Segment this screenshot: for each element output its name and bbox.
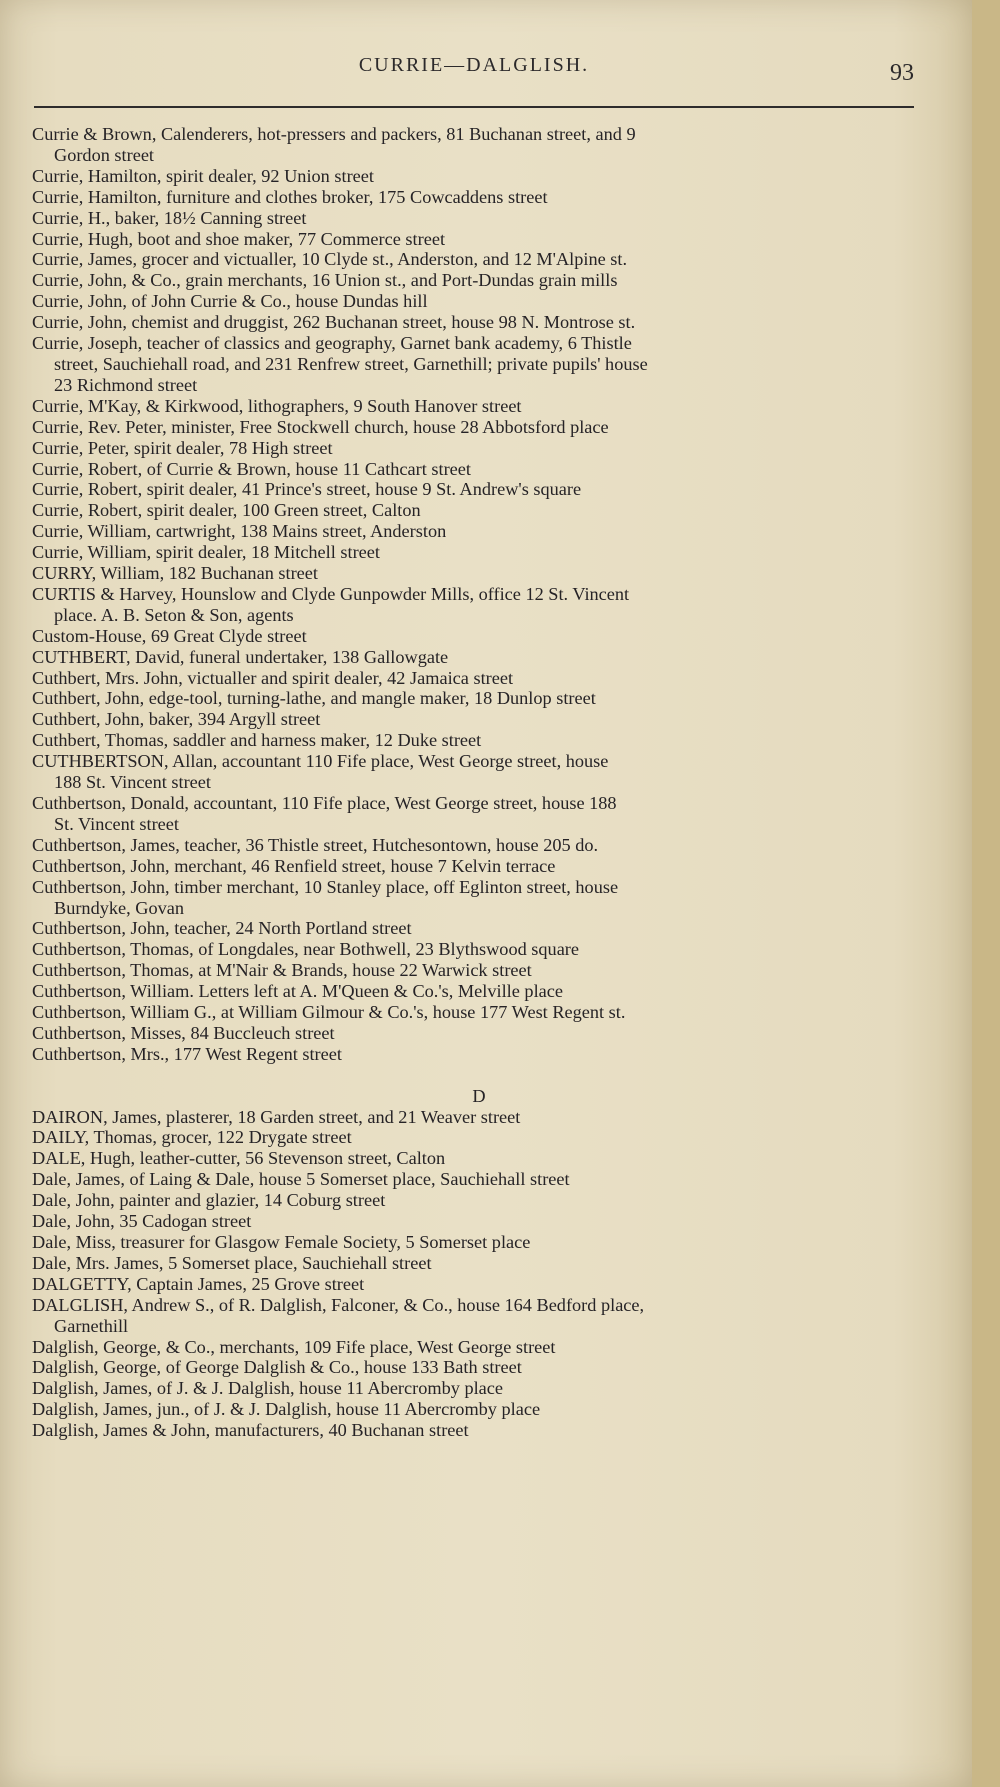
directory-entry: DALGLISH, Andrew S., of R. Dalglish, Falconer, & Co., house 164 Bedford place, xyxy=(32,1294,645,1315)
entry-continuation: 23 Richmond street xyxy=(54,374,198,395)
running-head: CURRIE—DALGLISH. xyxy=(358,54,590,76)
directory-entry: CUTHBERT, David, funeral undertaker, 138 Gallowgate xyxy=(32,646,449,667)
directory-entry: Cuthbertson, Thomas, at M'Nair & Brands, house 22 Warwick street xyxy=(32,960,532,981)
directory-entry: Cuthbert, John, baker, 394 Argyll street xyxy=(32,709,321,730)
directory-entry: Dale, John, painter and glazier, 14 Coburg street xyxy=(32,1190,386,1211)
directory-entry: Dalglish, James, of J. & J. Dalglish, house 11 Abercromby place xyxy=(32,1378,504,1399)
directory-entry: DAIRON, James, plasterer, 18 Garden street, and 21 Weaver street xyxy=(32,1106,521,1127)
entry-continuation: place. A. B. Seton & Son, agents xyxy=(54,604,294,625)
directory-entry: Currie, Robert, spirit dealer, 100 Green street, Calton xyxy=(32,500,421,521)
directory-entry: Currie, Peter, spirit dealer, 78 High street xyxy=(32,437,333,458)
directory-entry: Currie & Brown, Calenderers, hot-pressers and packers, 81 Buchanan street, and 9 xyxy=(32,124,636,144)
directory-entry: CUTHBERTSON, Allan, accountant 110 Fife place, West George street, house xyxy=(32,751,609,772)
directory-entry: Currie, John, of John Currie & Co., house Dundas hill xyxy=(32,291,428,312)
directory-entry: Currie, Robert, of Currie & Brown, house 11 Cathcart street xyxy=(32,458,471,479)
page-header xyxy=(34,54,914,94)
directory-entry: Currie, Hamilton, furniture and clothes broker, 175 Cowcaddens street xyxy=(32,186,548,207)
directory-entry: Cuthbertson, John, timber merchant, 10 Stanley place, off Eglinton street, house xyxy=(32,876,619,897)
directory-entry: Currie, Robert, spirit dealer, 41 Prince's street, house 9 St. Andrew's square xyxy=(32,479,582,500)
directory-entry: Currie, William, cartwright, 138 Mains street, Anderston xyxy=(32,521,447,542)
directory-entry: Cuthbert, Mrs. John, victualler and spirit dealer, 42 Jamaica street xyxy=(32,667,514,688)
directory-entry: Custom-House, 69 Great Clyde street xyxy=(32,625,307,646)
directory-entry: Currie, William, spirit dealer, 18 Mitchell street xyxy=(32,542,380,563)
directory-entry: Cuthbertson, Misses, 84 Buccleuch street xyxy=(32,1022,335,1043)
entry-continuation: Burndyke, Govan xyxy=(54,897,184,918)
directory-entry: DALE, Hugh, leather-cutter, 56 Stevenson street, Calton xyxy=(32,1148,446,1169)
directory-entry: Dalglish, George, & Co., merchants, 109 Fife place, West George street xyxy=(32,1336,556,1357)
directory-entry: Currie, James, grocer and victualler, 10 Clyde st., Anderston, and 12 M'Alpine st. xyxy=(32,249,628,270)
directory-entry: Dale, John, 35 Cadogan street xyxy=(32,1211,252,1232)
directory-entry: Cuthbertson, James, teacher, 36 Thistle street, Hutchesontown, house 205 do. xyxy=(32,834,599,855)
section-gap xyxy=(32,1065,926,1086)
directory-entry: CURRY, William, 182 Buchanan street xyxy=(32,563,318,584)
directory-entry: Cuthbertson, John, teacher, 24 North Portland street xyxy=(32,918,412,939)
page-number: 93 xyxy=(890,60,914,86)
directory-entry: Cuthbert, John, edge-tool, turning-lathe, and mangle maker, 18 Dunlop street xyxy=(32,688,596,709)
directory-entry: Dale, Mrs. James, 5 Somerset place, Sauchiehall street xyxy=(32,1252,432,1273)
directory-entry: Dalglish, James, jun., of J. & J. Dalglish, house 11 Abercromby place xyxy=(32,1399,541,1420)
directory-entry: Currie, Joseph, teacher of classics and geography, Garnet bank academy, 6 Thistle xyxy=(32,333,632,354)
directory-entry: Currie, Hugh, boot and shoe maker, 77 Commerce street xyxy=(32,228,446,249)
directory-entry: Currie, Rev. Peter, minister, Free Stockwell church, house 28 Abbotsford place xyxy=(32,416,609,437)
directory-entry: DALGETTY, Captain James, 25 Grove street xyxy=(32,1273,365,1294)
directory-entry: Dale, Miss, treasurer for Glasgow Female Society, 5 Somerset place xyxy=(32,1232,531,1253)
entry-continuation: street, Sauchiehall road, and 231 Renfrew street, Garnethill; private pupils' house xyxy=(54,353,648,374)
directory-entry: Currie, John, chemist and druggist, 262 Buchanan street, house 98 N. Montrose st. xyxy=(32,312,636,333)
directory-entry: Cuthbertson, Mrs., 177 West Regent street xyxy=(32,1043,342,1064)
directory-entry: Dalglish, James & John, manufacturers, 40 Buchanan street xyxy=(32,1420,469,1441)
header-rule xyxy=(34,106,914,108)
directory-entries xyxy=(32,124,926,1441)
entry-continuation: Gordon street xyxy=(54,144,155,165)
entry-continuation: 188 St. Vincent street xyxy=(54,772,211,793)
directory-entry: Currie, John, & Co., grain merchants, 16 Union st., and Port-Dundas grain mills xyxy=(32,270,618,291)
directory-entry: Cuthbertson, Thomas, of Longdales, near Bothwell, 23 Blythswood square xyxy=(32,939,580,960)
directory-entry: CURTIS & Harvey, Hounslow and Clyde Gunpowder Mills, office 12 St. Vincent xyxy=(32,583,630,604)
directory-entry: Cuthbertson, John, merchant, 46 Renfield street, house 7 Kelvin terrace xyxy=(32,855,556,876)
directory-entry: Currie, Hamilton, spirit dealer, 92 Union street xyxy=(32,165,374,186)
directory-entry: Cuthbertson, William. Letters left at A. M'Queen & Co.'s, Melville place xyxy=(32,981,563,1002)
directory-entry: Currie, H., baker, 18½ Canning street xyxy=(32,207,307,228)
directory-entry: Dale, James, of Laing & Dale, house 5 Somerset place, Sauchiehall street xyxy=(32,1169,570,1190)
directory-entry: DAILY, Thomas, grocer, 122 Drygate street xyxy=(32,1127,352,1148)
entry-continuation: St. Vincent street xyxy=(54,813,179,834)
directory-entry: Dalglish, George, of George Dalglish & Co., house 133 Bath street xyxy=(32,1357,522,1378)
directory-entry: Currie, M'Kay, & Kirkwood, lithographers, 9 South Hanover street xyxy=(32,395,522,416)
directory-entry: Cuthbert, Thomas, saddler and harness maker, 12 Duke street xyxy=(32,730,482,751)
entry-continuation: Garnethill xyxy=(54,1315,129,1336)
section-letter: D xyxy=(472,1085,486,1106)
directory-entry: Cuthbertson, William G., at William Gilmour & Co.'s, house 177 West Regent st. xyxy=(32,1002,626,1023)
directory-entry: Cuthbertson, Donald, accountant, 110 Fife place, West George street, house 188 xyxy=(32,793,617,813)
